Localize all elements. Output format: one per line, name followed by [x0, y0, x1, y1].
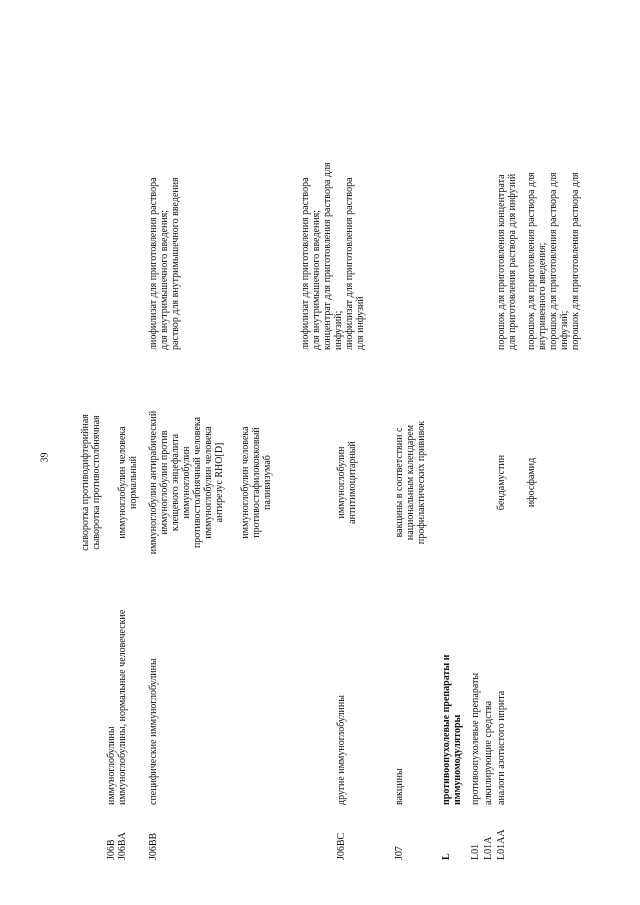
drug-name-line: иммуноглобулин антирабический	[148, 410, 159, 555]
drug-name-line: паливизумаб	[262, 455, 273, 510]
dosage-form-line: внутривенного введения;	[537, 242, 548, 350]
atc-group-name-line: другие иммуноглобулины	[336, 695, 347, 805]
dosage-form-line: концентрат для приготовления раствора для	[322, 162, 333, 350]
dosage-form-line: раствор для внутримышечного введения	[170, 177, 181, 350]
drug-name	[80, 375, 102, 590]
atc-code-line: J06BC	[336, 832, 347, 860]
drug-name-line: иммуноглобулин против	[159, 430, 170, 535]
atc-code	[117, 815, 128, 860]
dosage-form-line: порошок для приготовления концентрата	[496, 174, 507, 350]
drug-name	[117, 375, 139, 590]
atc-code-line: J06B	[106, 839, 117, 860]
dosage-form-line: лиофилизат для приготовления раствора	[148, 177, 159, 350]
drug-name-line: иммуноглобулин человека	[117, 426, 128, 539]
atc-code	[496, 815, 507, 860]
dosage-form-line: инфузий;	[559, 310, 570, 350]
atc-group-name-line: вакцины	[394, 768, 405, 805]
atc-code	[441, 815, 452, 860]
drug-name-line: иммуноглобулин	[181, 446, 192, 519]
drug-name-line: ифосфамид	[526, 457, 537, 508]
dosage-form	[300, 0, 366, 350]
atc-code	[394, 815, 405, 860]
dosage-form-line: лиофилизат для приготовления раствора	[300, 177, 311, 350]
drug-name	[394, 375, 427, 590]
dosage-form-line: для внутримышечного введения;	[311, 209, 322, 350]
drug-name	[336, 375, 358, 590]
drug-name	[148, 375, 225, 590]
atc-group-name	[470, 590, 481, 805]
atc-group-name-line: иммуноглобулины	[106, 726, 117, 805]
atc-group-name	[483, 590, 494, 805]
drug-name	[240, 375, 273, 590]
dosage-form-line: порошок для приготовления раствора для	[526, 172, 537, 350]
dosage-form-line: порошок для приготовления раствора для	[570, 172, 581, 350]
drug-name	[526, 375, 537, 590]
atc-code-line: L01AA	[496, 829, 507, 860]
drug-name	[496, 375, 507, 590]
atc-group-name	[394, 590, 405, 805]
atc-group-name-line: противоопухолевые препараты	[470, 672, 481, 805]
atc-group-name	[117, 590, 128, 805]
atc-code	[336, 815, 347, 860]
drug-name-line: иммуноглобулин человека	[203, 426, 214, 539]
atc-code-line: J07	[394, 846, 405, 860]
drug-name-line: противостолбнячный человека	[192, 416, 203, 549]
atc-code-line: L01A	[483, 836, 494, 860]
drug-name-line: национальным календарем	[405, 424, 416, 541]
drug-name-line: клещевого энцефалита	[170, 433, 181, 532]
atc-group-name-line: иммуноглобулины, нормальные человеческие	[117, 609, 128, 805]
atc-code-line: J06BB	[148, 832, 159, 860]
dosage-form-line: лиофилизат для приготовления раствора	[344, 177, 355, 350]
atc-code	[148, 815, 159, 860]
drug-name-line: иммуноглобулин	[336, 446, 347, 519]
atc-code-line: J06BA	[117, 832, 128, 860]
atc-group-name-line: специфические иммуноглобулины	[148, 658, 159, 805]
page-number: 39	[39, 452, 51, 463]
drug-name-line: профилактических прививок	[416, 420, 427, 545]
dosage-form-line: для приготовления раствора для инфузий	[507, 173, 518, 350]
dosage-form-line: для внутримышечного введения;	[159, 209, 170, 350]
dosage-form	[496, 0, 518, 350]
atc-group-name-line: аналоги азотистого иприта	[496, 690, 507, 805]
atc-group-name-line: противоопухолевые препараты и	[441, 654, 452, 805]
atc-group-name-line: иммуномодуляторы	[452, 714, 463, 805]
atc-code	[470, 815, 481, 860]
atc-code-line: L	[441, 853, 452, 860]
dosage-form-line: для инфузий	[355, 296, 366, 350]
drug-name-line: нормальный	[128, 456, 139, 509]
drug-name-line: антитимоцитарный	[347, 441, 358, 524]
atc-code-line: L01	[470, 843, 481, 860]
drug-name-line: противостафилококковый	[251, 427, 262, 538]
dosage-form	[526, 0, 581, 350]
atc-code	[106, 815, 117, 860]
drug-name-line: бендамустин	[496, 454, 507, 511]
atc-code	[483, 815, 494, 860]
atc-group-name	[441, 590, 463, 805]
atc-group-name	[106, 590, 117, 805]
drug-name-line: антирезус RHO[D]	[214, 442, 225, 523]
drug-name-line: сыворотка противостолбнячная	[91, 415, 102, 550]
dosage-form	[148, 0, 181, 350]
atc-group-name	[336, 590, 347, 805]
drug-name-line: сыворотка противодифтерийная	[80, 414, 91, 551]
atc-group-name-line: алкилирующие средства	[483, 700, 494, 805]
atc-group-name	[148, 590, 159, 805]
dosage-form-line: инфузий;	[333, 310, 344, 350]
dosage-form-line: порошок для приготовления раствора для	[548, 172, 559, 350]
atc-group-name	[496, 590, 507, 805]
drug-name-line: вакцины в соответствии с	[394, 427, 405, 538]
drug-name-line: иммуноглобулин человека	[240, 426, 251, 539]
